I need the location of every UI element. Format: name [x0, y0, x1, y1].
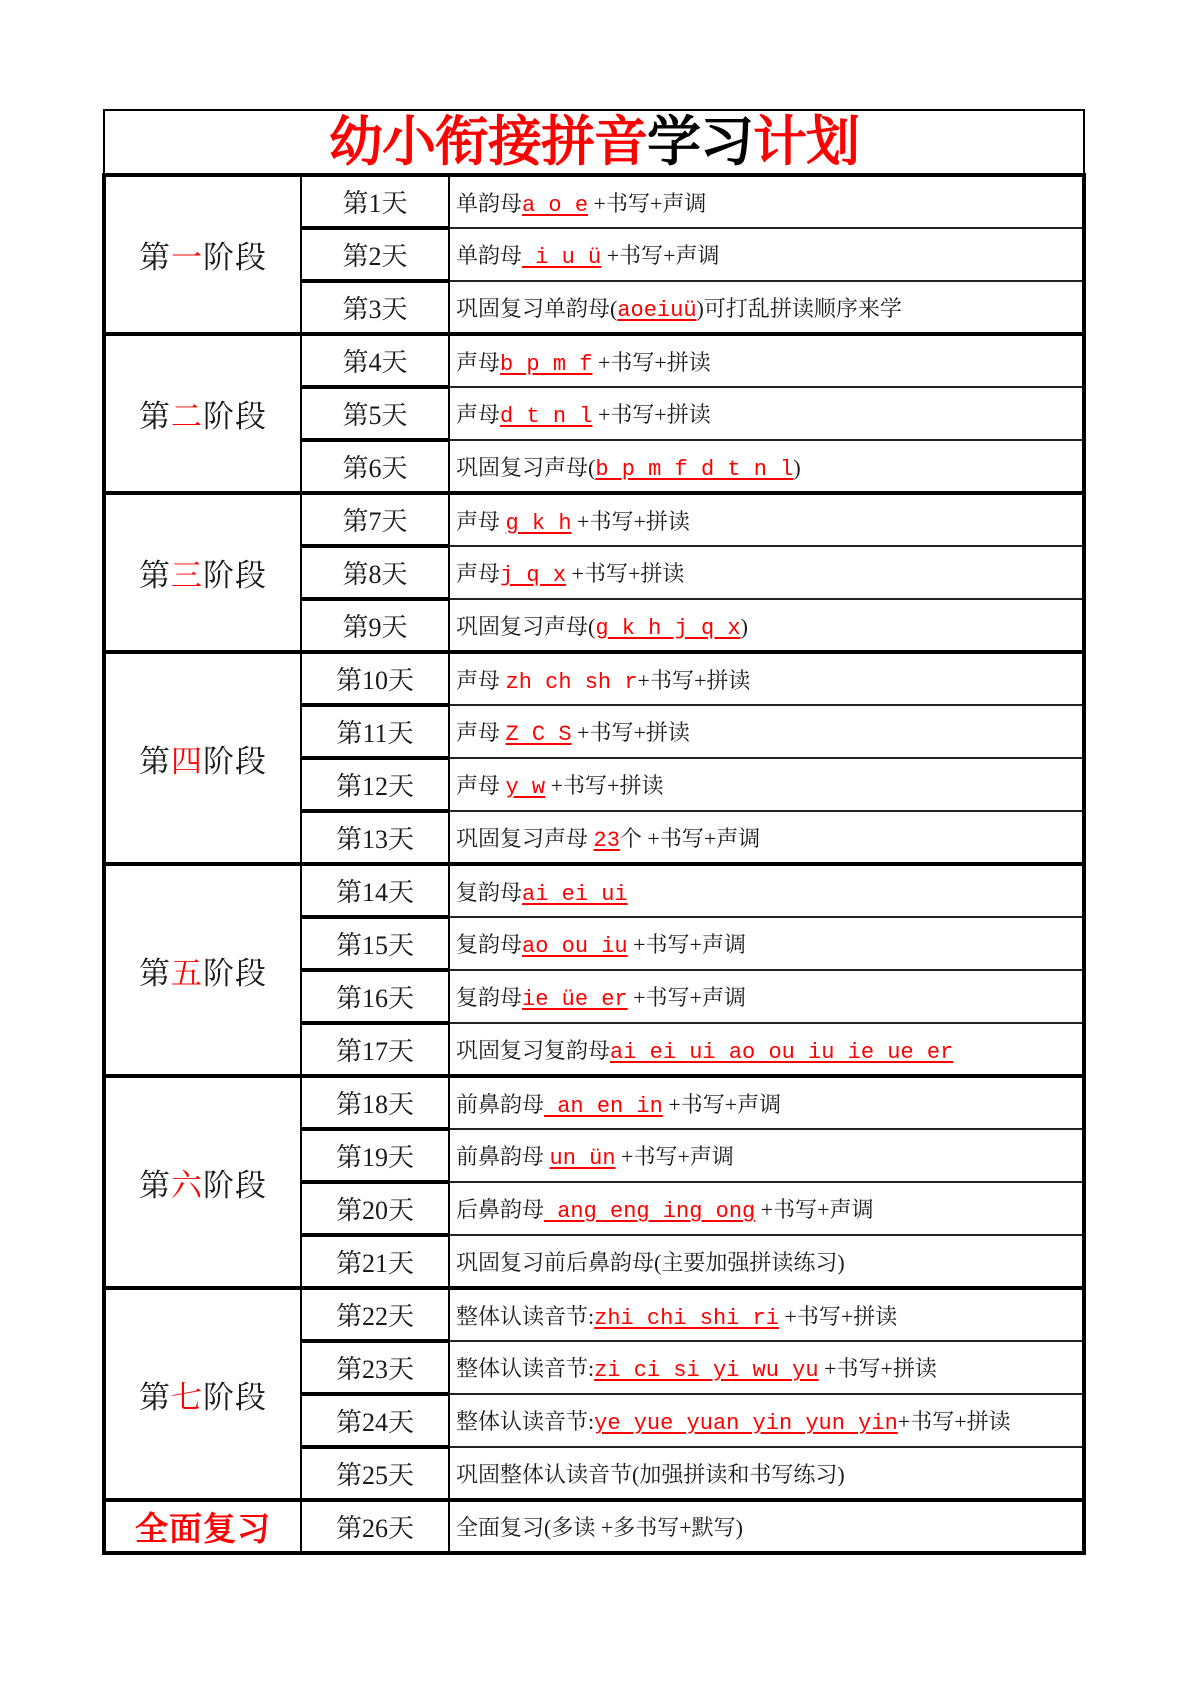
day-label: 第15天 — [301, 917, 449, 970]
table-row — [104, 864, 1084, 917]
title-part-3: 计划 — [753, 112, 859, 172]
content-text: 整体认读音节: — [456, 1303, 595, 1329]
day-content — [449, 1394, 1084, 1447]
content-suffix: +书写+声调 — [601, 243, 720, 268]
phase-number: 五 — [171, 955, 203, 991]
pinyin-text: a o e — [522, 192, 589, 218]
phase-suffix: 阶段 — [203, 558, 267, 593]
study-plan-table — [102, 109, 1086, 1555]
table-row — [104, 652, 1084, 705]
content-text: 巩固复习声母 — [456, 825, 594, 851]
pinyin-text: Z C S — [505, 722, 572, 747]
day-content — [449, 1500, 1084, 1553]
content-text: 复韵母 — [456, 879, 523, 905]
pinyin-text: b p m f — [500, 351, 593, 377]
day-label: 第26天 — [301, 1500, 449, 1553]
content-text: 巩固复习声母( — [456, 613, 596, 639]
content-suffix: +书写+拼读 — [566, 561, 685, 586]
day-content — [449, 1023, 1084, 1076]
day-content — [449, 440, 1084, 493]
content-suffix: +书写+拼读 — [571, 508, 690, 534]
phase-suffix: 阶段 — [203, 240, 267, 275]
content-suffix: +书写+拼读 — [545, 773, 664, 798]
day-content — [449, 1235, 1084, 1288]
content-text: 整体认读音节: — [456, 1409, 595, 1434]
title-part-1: 幼小衔接拼音 — [329, 112, 647, 172]
content-text: 声母 — [456, 349, 501, 375]
content-text: 单韵母 — [456, 190, 523, 216]
phase-number: 二 — [171, 399, 203, 434]
day-content — [449, 864, 1084, 917]
content-suffix: +书写+声调 — [615, 1144, 734, 1169]
day-content — [449, 334, 1084, 387]
content-text: 前鼻韵母 — [456, 1091, 545, 1117]
content-suffix: +书写+拼读 — [818, 1356, 937, 1381]
day-content — [449, 1076, 1084, 1129]
content-text: 整体认读音节: — [456, 1356, 595, 1381]
pinyin-text: zi ci si yi wu yu — [594, 1358, 819, 1383]
day-content — [449, 1341, 1084, 1394]
content-text: 巩固复习复韵母 — [456, 1037, 611, 1063]
pinyin-text: i u ü — [522, 245, 602, 270]
phase-prefix: 第 — [139, 399, 171, 434]
content-text: 巩固整体认读音节(加强拼读和书写练习) — [456, 1461, 845, 1487]
content-suffix: ) — [793, 454, 801, 480]
phase-prefix: 第 — [139, 743, 171, 779]
pinyin-text: b p m f d t n l — [595, 456, 794, 482]
pinyin-text: zh ch sh r — [505, 669, 638, 695]
day-label: 第14天 — [301, 864, 449, 917]
day-label: 第16天 — [301, 970, 449, 1023]
pinyin-text: j q x — [500, 563, 567, 588]
content-suffix: +书写+声调 — [627, 985, 746, 1010]
day-content — [449, 599, 1084, 652]
content-suffix: ) — [740, 613, 748, 639]
day-content — [449, 705, 1084, 758]
day-content — [449, 228, 1084, 281]
content-suffix: +书写+声调 — [662, 1091, 782, 1117]
table-row — [104, 1076, 1084, 1129]
pinyin-text: ye yue yuan yin yun yin — [594, 1411, 898, 1436]
day-content — [449, 493, 1084, 546]
day-content — [449, 917, 1084, 970]
day-label: 第4天 — [301, 334, 449, 387]
day-label: 第18天 — [301, 1076, 449, 1129]
day-label: 第9天 — [301, 599, 449, 652]
day-content — [449, 546, 1084, 599]
phase-suffix: 阶段 — [203, 955, 267, 991]
phase-suffix: 阶段 — [203, 743, 267, 779]
day-label: 第23天 — [301, 1341, 449, 1394]
table-row — [104, 493, 1084, 546]
content-suffix: 个 +书写+声调 — [619, 825, 761, 851]
content-suffix: +书写+拼读 — [778, 1303, 898, 1329]
day-label: 第1天 — [301, 175, 449, 228]
day-content — [449, 970, 1084, 1023]
content-text: 复韵母 — [456, 985, 523, 1010]
phase-prefix: 第 — [139, 1167, 171, 1203]
day-label: 第19天 — [301, 1129, 449, 1182]
phase-label — [104, 1288, 301, 1500]
day-label: 第25天 — [301, 1447, 449, 1500]
content-text: 声母 — [456, 773, 506, 798]
phase-label — [104, 175, 301, 334]
content-suffix: +书写+拼读 — [592, 402, 711, 427]
phase-label — [104, 1076, 301, 1288]
day-label: 第11天 — [301, 705, 449, 758]
phase-number: 三 — [171, 558, 203, 593]
day-label: 第20天 — [301, 1182, 449, 1235]
day-label: 第5天 — [301, 387, 449, 440]
day-label: 第13天 — [301, 811, 449, 864]
phase-label — [104, 493, 301, 652]
content-text: 声母 — [456, 720, 506, 745]
phase-suffix: 阶段 — [203, 1167, 267, 1203]
phase-prefix: 第 — [139, 558, 171, 593]
content-text: 单韵母 — [456, 243, 523, 268]
phase-number: 一 — [171, 240, 203, 275]
pinyin-text: ai ei ui ao ou iu ie ue er — [610, 1039, 954, 1065]
content-suffix: )可打乱拼读顺序来学 — [696, 295, 902, 321]
day-label: 第21天 — [301, 1235, 449, 1288]
pinyin-text: zhi chi shi ri — [594, 1305, 779, 1331]
day-label: 第2天 — [301, 228, 449, 281]
content-text: 声母 — [456, 561, 501, 586]
pinyin-text: g k h j q x — [595, 615, 741, 641]
table-row — [104, 1288, 1084, 1341]
day-content — [449, 652, 1084, 705]
phase-number: 四 — [171, 743, 203, 779]
day-label: 第22天 — [301, 1288, 449, 1341]
content-suffix: +书写+拼读 — [571, 720, 690, 745]
content-text: 巩固复习声母( — [456, 454, 596, 480]
page-title — [104, 110, 1084, 175]
phase-label — [104, 334, 301, 493]
content-text: 全面复习(多读 +多书写+默写) — [456, 1515, 743, 1540]
phase-prefix: 第 — [139, 955, 171, 991]
day-label: 第10天 — [301, 652, 449, 705]
content-text: 声母 — [456, 667, 506, 693]
phase-label — [104, 652, 301, 864]
day-label: 第6天 — [301, 440, 449, 493]
title-row — [104, 110, 1084, 175]
day-content — [449, 811, 1084, 864]
content-text: 巩固复习前后鼻韵母(主要加强拼读练习) — [456, 1249, 845, 1275]
day-content — [449, 1182, 1084, 1235]
day-label: 第17天 — [301, 1023, 449, 1076]
content-text: 前鼻韵母 — [456, 1144, 550, 1169]
phase-label-final-review: 全面复习 — [104, 1500, 301, 1553]
day-content — [449, 758, 1084, 811]
content-suffix: +书写+声调 — [755, 1197, 874, 1222]
pinyin-text: ie üe er — [522, 987, 628, 1012]
table-row — [104, 175, 1084, 228]
pinyin-text: 23 — [593, 827, 620, 853]
content-text: 后鼻韵母 — [456, 1197, 545, 1222]
day-content — [449, 1288, 1084, 1341]
pinyin-text: an en in — [544, 1093, 663, 1119]
table-row — [104, 1500, 1084, 1553]
pinyin-text: ai ei ui — [522, 881, 628, 907]
phase-number: 六 — [171, 1167, 203, 1203]
content-text: 声母 — [456, 508, 506, 534]
day-content — [449, 281, 1084, 334]
phase-prefix: 第 — [139, 1379, 171, 1415]
content-suffix: +书写+声调 — [588, 190, 707, 216]
day-content — [449, 387, 1084, 440]
day-label: 第8天 — [301, 546, 449, 599]
phase-suffix: 阶段 — [203, 1379, 267, 1415]
phase-number: 七 — [171, 1379, 203, 1415]
content-suffix: +书写+声调 — [627, 932, 746, 957]
day-content — [449, 175, 1084, 228]
phase-label — [104, 864, 301, 1076]
content-text: 巩固复习单韵母( — [456, 295, 618, 321]
table-row — [104, 334, 1084, 387]
phase-suffix: 阶段 — [203, 399, 267, 434]
day-label: 第12天 — [301, 758, 449, 811]
pinyin-text: d t n l — [500, 404, 593, 429]
pinyin-text: g k h — [505, 510, 572, 536]
title-part-2: 学习 — [647, 112, 753, 172]
pinyin-text: aoeiuü — [617, 297, 697, 323]
content-text: 声母 — [456, 402, 501, 427]
pinyin-text: y w — [505, 775, 546, 800]
day-content — [449, 1447, 1084, 1500]
day-label: 第3天 — [301, 281, 449, 334]
content-suffix: +书写+拼读 — [592, 349, 711, 375]
day-label: 第7天 — [301, 493, 449, 546]
pinyin-text: ang eng ing ong — [544, 1199, 756, 1224]
content-suffix: +书写+拼读 — [897, 1409, 1011, 1434]
day-content — [449, 1129, 1084, 1182]
day-label: 第24天 — [301, 1394, 449, 1447]
content-text: 复韵母 — [456, 932, 523, 957]
pinyin-text: un ün — [549, 1146, 616, 1171]
content-suffix: +书写+拼读 — [637, 667, 751, 693]
pinyin-text: ao ou iu — [522, 934, 628, 959]
phase-prefix: 第 — [139, 240, 171, 275]
